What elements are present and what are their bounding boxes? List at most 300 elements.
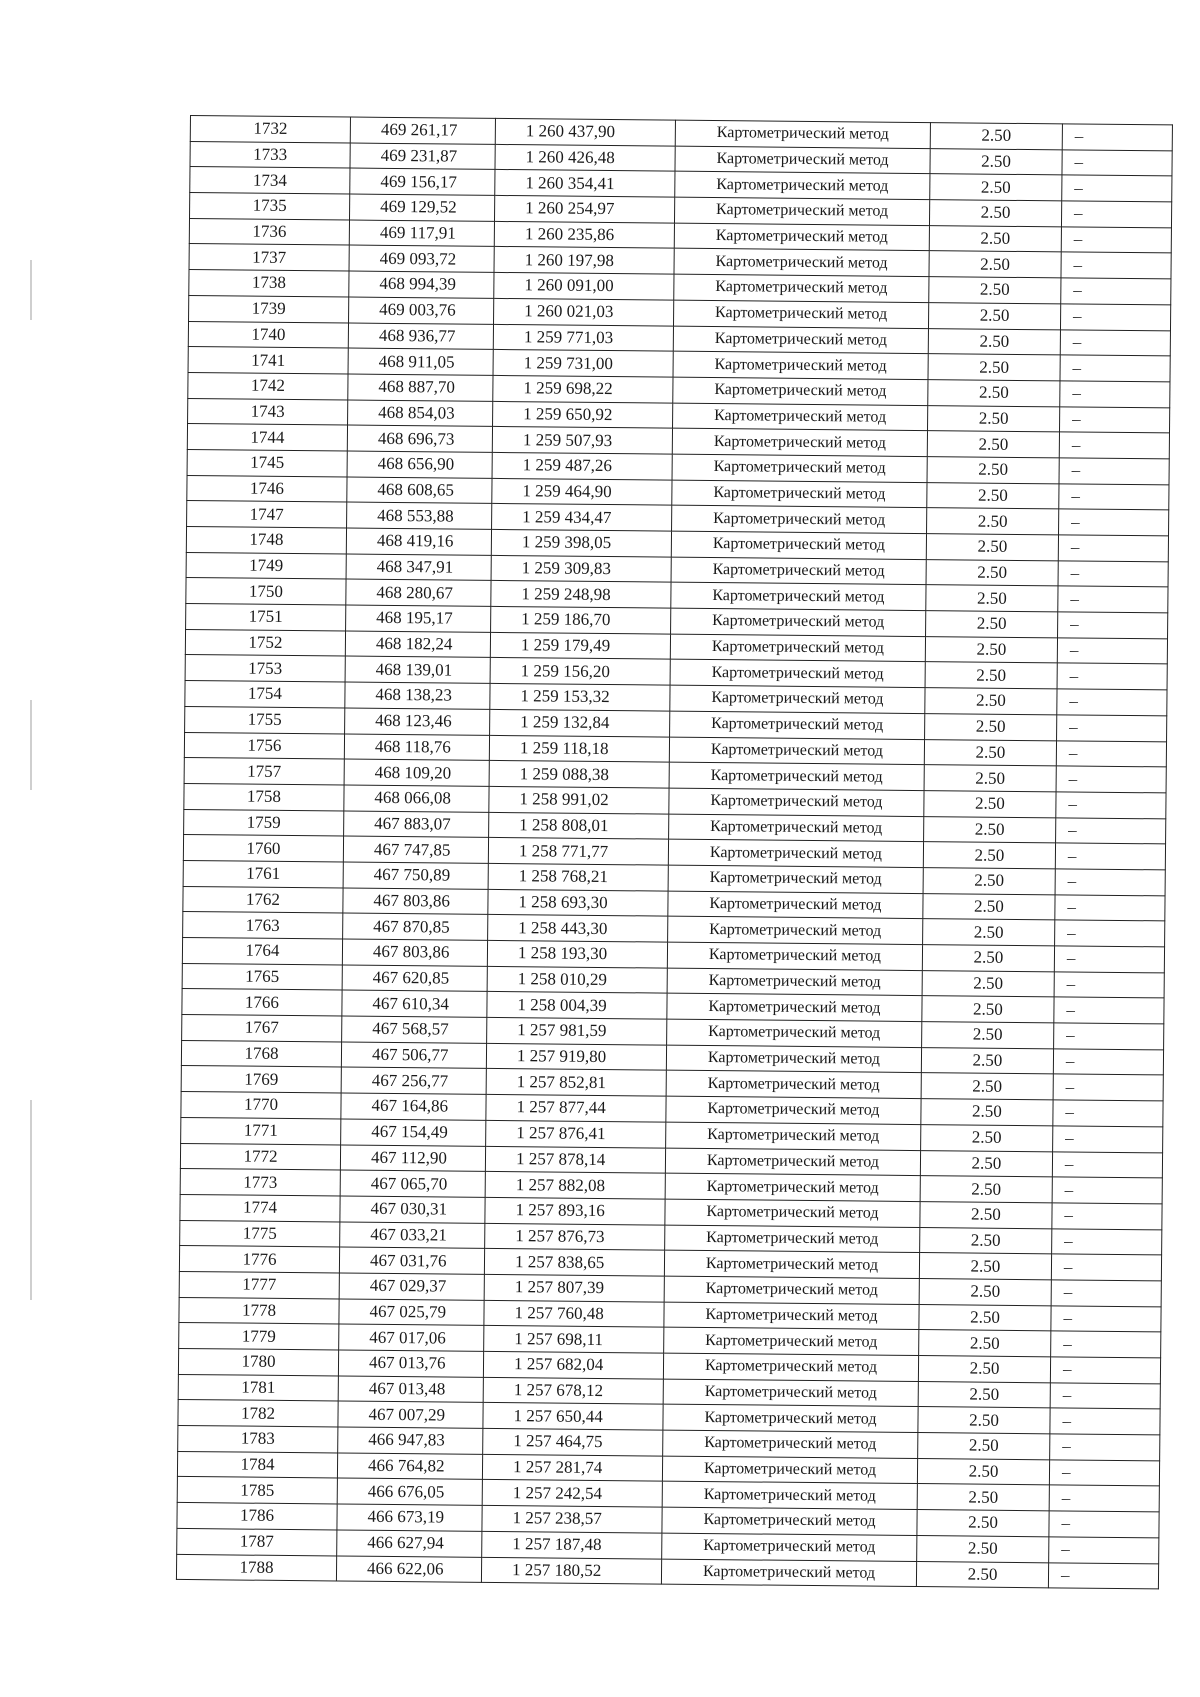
method-cell: Картометрический метод — [671, 608, 926, 636]
scan-artifact — [30, 700, 32, 790]
y-coordinate-cell: 1 258 010,29 — [487, 966, 667, 993]
description-cell: – — [1056, 817, 1166, 844]
method-cell: Картометрический метод — [665, 1225, 920, 1253]
method-cell: Картометрический метод — [669, 737, 924, 765]
point-number-cell: 1783 — [178, 1426, 338, 1453]
x-coordinate-cell: 468 696,73 — [347, 425, 492, 452]
accuracy-cell: 2.50 — [928, 328, 1060, 355]
method-cell: Картометрический метод — [663, 1430, 918, 1458]
y-coordinate-cell: 1 257 981,59 — [487, 1017, 667, 1044]
x-coordinate-cell: 467 029,37 — [339, 1273, 484, 1300]
description-cell: – — [1058, 561, 1168, 588]
description-cell: – — [1054, 972, 1164, 999]
y-coordinate-cell: 1 257 698,11 — [484, 1326, 664, 1353]
y-coordinate-cell: 1 259 434,47 — [492, 504, 672, 531]
x-coordinate-cell: 468 182,24 — [345, 631, 490, 658]
x-coordinate-cell: 468 123,46 — [345, 708, 490, 735]
description-cell: – — [1060, 381, 1170, 408]
point-number-cell: 1734 — [190, 167, 350, 194]
method-cell: Картометрический метод — [672, 505, 927, 533]
point-number-cell: 1753 — [185, 655, 345, 682]
accuracy-cell: 2.50 — [923, 919, 1055, 946]
y-coordinate-cell: 1 258 443,30 — [488, 915, 668, 942]
y-coordinate-cell: 1 257 882,08 — [485, 1172, 665, 1199]
x-coordinate-cell: 469 261,17 — [350, 117, 495, 144]
description-cell: – — [1056, 740, 1166, 767]
x-coordinate-cell: 466 947,83 — [338, 1427, 483, 1454]
y-coordinate-cell: 1 258 193,30 — [487, 940, 667, 967]
x-coordinate-cell: 468 854,03 — [348, 400, 493, 427]
point-number-cell: 1777 — [179, 1271, 339, 1298]
method-cell: Картометрический метод — [674, 300, 929, 328]
point-number-cell: 1758 — [184, 783, 344, 810]
y-coordinate-cell: 1 257 760,48 — [484, 1300, 664, 1327]
y-coordinate-cell: 1 259 248,98 — [491, 581, 671, 608]
y-coordinate-cell: 1 259 156,20 — [490, 658, 670, 685]
y-coordinate-cell: 1 260 437,90 — [495, 118, 675, 145]
method-cell: Картометрический метод — [667, 1019, 922, 1047]
point-number-cell: 1732 — [190, 116, 350, 143]
method-cell: Картометрический метод — [674, 249, 929, 277]
accuracy-cell: 2.50 — [924, 790, 1056, 817]
y-coordinate-cell: 1 259 650,92 — [493, 401, 673, 428]
description-cell: – — [1062, 175, 1172, 202]
y-coordinate-cell: 1 259 132,84 — [490, 709, 670, 736]
method-cell: Картометрический метод — [669, 814, 924, 842]
method-cell: Картометрический метод — [668, 865, 923, 893]
description-cell: – — [1052, 1203, 1162, 1230]
x-coordinate-cell: 468 419,16 — [346, 528, 491, 555]
x-coordinate-cell: 468 936,77 — [348, 323, 493, 350]
description-cell: – — [1062, 150, 1172, 177]
accuracy-cell: 2.50 — [926, 611, 1058, 638]
y-coordinate-cell: 1 260 426,48 — [495, 144, 675, 171]
x-coordinate-cell: 467 870,85 — [343, 913, 488, 940]
point-number-cell: 1780 — [178, 1348, 338, 1375]
accuracy-cell: 2.50 — [924, 739, 1056, 766]
accuracy-cell: 2.50 — [928, 405, 1060, 432]
point-number-cell: 1748 — [186, 526, 346, 553]
accuracy-cell: 2.50 — [926, 585, 1058, 612]
description-cell: – — [1053, 1126, 1163, 1153]
accuracy-cell: 2.50 — [920, 1176, 1052, 1203]
point-number-cell: 1782 — [178, 1400, 338, 1427]
y-coordinate-cell: 1 257 852,81 — [486, 1069, 666, 1096]
point-number-cell: 1771 — [181, 1117, 341, 1144]
x-coordinate-cell: 466 764,82 — [337, 1453, 482, 1480]
accuracy-cell: 2.50 — [920, 1227, 1052, 1254]
accuracy-cell: 2.50 — [917, 1458, 1049, 1485]
point-number-cell: 1769 — [181, 1066, 341, 1093]
method-cell: Картометрический метод — [661, 1559, 916, 1587]
x-coordinate-cell: 467 065,70 — [340, 1170, 485, 1197]
accuracy-cell: 2.50 — [917, 1535, 1049, 1562]
x-coordinate-cell: 469 003,76 — [349, 297, 494, 324]
x-coordinate-cell: 466 622,06 — [336, 1555, 481, 1582]
accuracy-cell: 2.50 — [921, 1124, 1053, 1151]
x-coordinate-cell: 467 610,34 — [342, 990, 487, 1017]
point-number-cell: 1784 — [177, 1451, 337, 1478]
point-number-cell: 1755 — [185, 706, 345, 733]
accuracy-cell: 2.50 — [927, 482, 1059, 509]
description-cell: – — [1061, 227, 1171, 254]
x-coordinate-cell: 467 007,29 — [338, 1401, 483, 1428]
accuracy-cell: 2.50 — [916, 1561, 1048, 1588]
x-coordinate-cell: 468 608,65 — [347, 477, 492, 504]
y-coordinate-cell: 1 258 004,39 — [487, 992, 667, 1019]
accuracy-cell: 2.50 — [928, 354, 1060, 381]
description-cell: – — [1055, 920, 1165, 947]
description-cell: – — [1053, 1049, 1163, 1076]
y-coordinate-cell: 1 257 838,65 — [484, 1249, 664, 1276]
accuracy-cell: 2.50 — [919, 1330, 1051, 1357]
y-coordinate-cell: 1 259 771,03 — [493, 324, 673, 351]
description-cell: – — [1061, 252, 1171, 279]
accuracy-cell: 2.50 — [924, 765, 1056, 792]
x-coordinate-cell: 467 025,79 — [339, 1299, 484, 1326]
point-number-cell: 1745 — [187, 449, 347, 476]
method-cell: Картометрический метод — [664, 1250, 919, 1278]
x-coordinate-cell: 468 280,67 — [346, 579, 491, 606]
method-cell: Картометрический метод — [662, 1482, 917, 1510]
x-coordinate-cell: 467 164,86 — [341, 1093, 486, 1120]
point-number-cell: 1740 — [188, 321, 348, 348]
accuracy-cell: 2.50 — [922, 945, 1054, 972]
y-coordinate-cell: 1 257 180,52 — [481, 1557, 661, 1584]
accuracy-cell: 2.50 — [918, 1407, 1050, 1434]
method-cell: Картометрический метод — [666, 1122, 921, 1150]
point-number-cell: 1787 — [177, 1528, 337, 1555]
description-cell: – — [1051, 1331, 1161, 1358]
point-number-cell: 1759 — [184, 809, 344, 836]
point-number-cell: 1760 — [183, 835, 343, 862]
x-coordinate-cell: 468 109,20 — [344, 759, 489, 786]
y-coordinate-cell: 1 259 398,05 — [491, 529, 671, 556]
description-cell: – — [1049, 1537, 1159, 1564]
method-cell: Картометрический метод — [675, 146, 930, 174]
method-cell: Картометрический метод — [673, 377, 928, 405]
x-coordinate-cell: 468 138,23 — [345, 682, 490, 709]
y-coordinate-cell: 1 259 698,22 — [493, 375, 673, 402]
accuracy-cell: 2.50 — [925, 636, 1057, 663]
point-number-cell: 1762 — [183, 886, 343, 913]
method-cell: Картометрический метод — [667, 942, 922, 970]
accuracy-cell: 2.50 — [923, 842, 1055, 869]
x-coordinate-cell: 466 673,19 — [337, 1504, 482, 1531]
point-number-cell: 1781 — [178, 1374, 338, 1401]
method-cell: Картометрический метод — [669, 788, 924, 816]
x-coordinate-cell: 468 553,88 — [347, 502, 492, 529]
x-coordinate-cell: 468 911,05 — [348, 348, 493, 375]
method-cell: Картометрический метод — [674, 197, 929, 225]
point-number-cell: 1776 — [179, 1246, 339, 1273]
description-cell: – — [1050, 1383, 1160, 1410]
description-cell: – — [1048, 1562, 1158, 1589]
y-coordinate-cell: 1 259 186,70 — [491, 606, 671, 633]
y-coordinate-cell: 1 257 238,57 — [482, 1505, 662, 1532]
point-number-cell: 1737 — [189, 244, 349, 271]
description-cell: – — [1050, 1434, 1160, 1461]
x-coordinate-cell: 469 129,52 — [350, 194, 495, 221]
description-cell: – — [1061, 278, 1171, 305]
method-cell: Картометрический метод — [665, 1173, 920, 1201]
x-coordinate-cell: 467 256,77 — [341, 1067, 486, 1094]
point-number-cell: 1775 — [180, 1220, 340, 1247]
point-number-cell: 1761 — [183, 860, 343, 887]
point-number-cell: 1764 — [182, 937, 342, 964]
accuracy-cell: 2.50 — [928, 379, 1060, 406]
method-cell: Картометрический метод — [674, 274, 929, 302]
x-coordinate-cell: 468 066,08 — [344, 785, 489, 812]
description-cell: – — [1053, 1074, 1163, 1101]
point-number-cell: 1765 — [182, 963, 342, 990]
accuracy-cell: 2.50 — [927, 431, 1059, 458]
y-coordinate-cell: 1 259 464,90 — [492, 478, 672, 505]
accuracy-cell: 2.50 — [925, 662, 1057, 689]
method-cell: Картометрический метод — [664, 1327, 919, 1355]
description-cell: – — [1052, 1228, 1162, 1255]
point-number-cell: 1772 — [180, 1143, 340, 1170]
y-coordinate-cell: 1 257 919,80 — [486, 1043, 666, 1070]
x-coordinate-cell: 467 803,86 — [342, 939, 487, 966]
description-cell: – — [1055, 843, 1165, 870]
accuracy-cell: 2.50 — [920, 1150, 1052, 1177]
y-coordinate-cell: 1 258 693,30 — [488, 889, 668, 916]
point-number-cell: 1752 — [185, 629, 345, 656]
accuracy-cell: 2.50 — [922, 996, 1054, 1023]
y-coordinate-cell: 1 257 876,73 — [485, 1223, 665, 1250]
x-coordinate-cell: 468 994,39 — [349, 271, 494, 298]
y-coordinate-cell: 1 259 507,93 — [492, 427, 672, 454]
x-coordinate-cell: 467 013,76 — [338, 1350, 483, 1377]
point-number-cell: 1779 — [179, 1323, 339, 1350]
method-cell: Картометрический метод — [667, 968, 922, 996]
x-coordinate-cell: 466 676,05 — [337, 1478, 482, 1505]
accuracy-cell: 2.50 — [929, 225, 1061, 252]
point-number-cell: 1786 — [177, 1503, 337, 1530]
point-number-cell: 1741 — [188, 347, 348, 374]
y-coordinate-cell: 1 259 487,26 — [492, 452, 672, 479]
description-cell: – — [1056, 766, 1166, 793]
y-coordinate-cell: 1 260 021,03 — [494, 298, 674, 325]
scan-artifact — [30, 1100, 32, 1300]
method-cell: Картометрический метод — [675, 120, 930, 148]
x-coordinate-cell: 468 118,76 — [344, 734, 489, 761]
x-coordinate-cell: 468 887,70 — [348, 374, 493, 401]
method-cell: Картометрический метод — [674, 223, 929, 251]
method-cell: Картометрический метод — [668, 839, 923, 867]
x-coordinate-cell: 467 620,85 — [342, 965, 487, 992]
point-number-cell: 1738 — [189, 270, 349, 297]
point-number-cell: 1735 — [190, 193, 350, 220]
accuracy-cell: 2.50 — [921, 1099, 1053, 1126]
x-coordinate-cell: 467 031,76 — [339, 1247, 484, 1274]
description-cell: – — [1060, 304, 1170, 331]
y-coordinate-cell: 1 257 650,44 — [483, 1403, 663, 1430]
accuracy-cell: 2.50 — [919, 1278, 1051, 1305]
point-number-cell: 1768 — [181, 1040, 341, 1067]
x-coordinate-cell: 468 656,90 — [347, 451, 492, 478]
method-cell: Картометрический метод — [671, 557, 926, 585]
y-coordinate-cell: 1 257 242,54 — [482, 1480, 662, 1507]
point-number-cell: 1766 — [182, 989, 342, 1016]
description-cell: – — [1055, 894, 1165, 921]
point-number-cell: 1770 — [181, 1092, 341, 1119]
accuracy-cell: 2.50 — [922, 1022, 1054, 1049]
point-number-cell: 1744 — [187, 424, 347, 451]
method-cell: Картометрический метод — [672, 480, 927, 508]
y-coordinate-cell: 1 260 354,41 — [495, 170, 675, 197]
x-coordinate-cell: 467 747,85 — [343, 836, 488, 863]
y-coordinate-cell: 1 257 877,44 — [486, 1095, 666, 1122]
description-cell: – — [1049, 1485, 1159, 1512]
point-number-cell: 1750 — [186, 578, 346, 605]
accuracy-cell: 2.50 — [927, 457, 1059, 484]
method-cell: Картометрический метод — [671, 583, 926, 611]
method-cell: Картометрический метод — [675, 172, 930, 200]
accuracy-cell: 2.50 — [926, 559, 1058, 586]
description-cell: – — [1051, 1280, 1161, 1307]
x-coordinate-cell: 469 156,17 — [350, 168, 495, 195]
method-cell: Картометрический метод — [664, 1276, 919, 1304]
description-cell: – — [1054, 1023, 1164, 1050]
x-coordinate-cell: 469 093,72 — [349, 245, 494, 272]
accuracy-cell: 2.50 — [921, 1073, 1053, 1100]
x-coordinate-cell: 467 568,57 — [342, 1016, 487, 1043]
point-number-cell: 1751 — [186, 604, 346, 631]
y-coordinate-cell: 1 257 464,75 — [483, 1428, 663, 1455]
point-number-cell: 1774 — [180, 1194, 340, 1221]
description-cell: – — [1054, 997, 1164, 1024]
x-coordinate-cell: 467 017,06 — [339, 1324, 484, 1351]
method-cell: Картометрический метод — [670, 685, 925, 713]
description-cell: – — [1051, 1254, 1161, 1281]
accuracy-cell: 2.50 — [925, 688, 1057, 715]
description-cell: – — [1058, 612, 1168, 639]
description-cell: – — [1054, 946, 1164, 973]
x-coordinate-cell: 467 033,21 — [340, 1222, 485, 1249]
accuracy-cell: 2.50 — [930, 174, 1062, 201]
scan-artifact — [30, 260, 32, 320]
accuracy-cell: 2.50 — [922, 970, 1054, 997]
accuracy-cell: 2.50 — [926, 534, 1058, 561]
method-cell: Картометрический метод — [667, 993, 922, 1021]
description-cell: – — [1059, 458, 1169, 485]
y-coordinate-cell: 1 260 197,98 — [494, 247, 674, 274]
accuracy-cell: 2.50 — [929, 277, 1061, 304]
method-cell: Картометрический метод — [663, 1379, 918, 1407]
y-coordinate-cell: 1 258 808,01 — [489, 812, 669, 839]
method-cell: Картометрический метод — [666, 1045, 921, 1073]
x-coordinate-cell: 468 195,17 — [346, 605, 491, 632]
description-cell: – — [1062, 124, 1172, 151]
accuracy-cell: 2.50 — [930, 123, 1062, 150]
description-cell: – — [1055, 869, 1165, 896]
method-cell: Картометрический метод — [664, 1302, 919, 1330]
y-coordinate-cell: 1 257 878,14 — [485, 1146, 665, 1173]
x-coordinate-cell: 469 117,91 — [349, 220, 494, 247]
y-coordinate-cell: 1 258 771,77 — [488, 838, 668, 865]
coordinates-table — [176, 115, 1173, 1590]
description-cell: – — [1057, 689, 1167, 716]
method-cell: Картометрический метод — [662, 1456, 917, 1484]
method-cell: Картометрический метод — [666, 1071, 921, 1099]
method-cell: Картометрический метод — [663, 1353, 918, 1381]
accuracy-cell: 2.50 — [919, 1304, 1051, 1331]
method-cell: Картометрический метод — [663, 1404, 918, 1432]
y-coordinate-cell: 1 260 235,86 — [494, 221, 674, 248]
description-cell: – — [1052, 1151, 1162, 1178]
x-coordinate-cell: 468 139,01 — [345, 656, 490, 683]
description-cell: – — [1057, 663, 1167, 690]
x-coordinate-cell: 467 883,07 — [344, 811, 489, 838]
y-coordinate-cell: 1 260 091,00 — [494, 273, 674, 300]
x-coordinate-cell: 468 347,91 — [346, 554, 491, 581]
method-cell: Картометрический метод — [673, 326, 928, 354]
y-coordinate-cell: 1 257 893,16 — [485, 1197, 665, 1224]
accuracy-cell: 2.50 — [921, 1047, 1053, 1074]
description-cell: – — [1059, 432, 1169, 459]
x-coordinate-cell: 467 112,90 — [340, 1144, 485, 1171]
x-coordinate-cell: 467 803,86 — [343, 888, 488, 915]
x-coordinate-cell: 467 013,48 — [338, 1376, 483, 1403]
x-coordinate-cell: 467 750,89 — [343, 862, 488, 889]
accuracy-cell: 2.50 — [917, 1510, 1049, 1537]
accuracy-cell: 2.50 — [917, 1484, 1049, 1511]
accuracy-cell: 2.50 — [925, 713, 1057, 740]
accuracy-cell: 2.50 — [924, 816, 1056, 843]
method-cell: Картометрический метод — [662, 1507, 917, 1535]
description-cell: – — [1051, 1305, 1161, 1332]
point-number-cell: 1746 — [187, 475, 347, 502]
y-coordinate-cell: 1 259 088,38 — [489, 761, 669, 788]
accuracy-cell: 2.50 — [918, 1433, 1050, 1460]
point-number-cell: 1763 — [183, 912, 343, 939]
method-cell: Картометрический метод — [673, 403, 928, 431]
y-coordinate-cell: 1 257 187,48 — [482, 1531, 662, 1558]
description-cell: – — [1060, 355, 1170, 382]
y-coordinate-cell: 1 259 153,32 — [490, 684, 670, 711]
point-number-cell: 1742 — [188, 372, 348, 399]
point-number-cell: 1785 — [177, 1477, 337, 1504]
description-cell: – — [1056, 792, 1166, 819]
point-number-cell: 1743 — [188, 398, 348, 425]
method-cell: Картометрический метод — [670, 634, 925, 662]
accuracy-cell: 2.50 — [920, 1201, 1052, 1228]
method-cell: Картометрический метод — [665, 1148, 920, 1176]
y-coordinate-cell: 1 257 678,12 — [483, 1377, 663, 1404]
accuracy-cell: 2.50 — [928, 302, 1060, 329]
accuracy-cell: 2.50 — [918, 1356, 1050, 1383]
y-coordinate-cell: 1 257 876,41 — [486, 1120, 666, 1147]
description-cell: – — [1059, 509, 1169, 536]
description-cell: – — [1052, 1177, 1162, 1204]
description-cell: – — [1058, 535, 1168, 562]
method-cell: Картометрический метод — [670, 660, 925, 688]
y-coordinate-cell: 1 259 179,49 — [490, 632, 670, 659]
x-coordinate-cell: 466 627,94 — [337, 1530, 482, 1557]
point-number-cell: 1767 — [182, 1015, 342, 1042]
point-number-cell: 1733 — [190, 141, 350, 168]
y-coordinate-cell: 1 259 118,18 — [489, 735, 669, 762]
method-cell: Картометрический метод — [670, 711, 925, 739]
accuracy-cell: 2.50 — [929, 251, 1061, 278]
x-coordinate-cell: 467 030,31 — [340, 1196, 485, 1223]
y-coordinate-cell: 1 257 807,39 — [484, 1274, 664, 1301]
method-cell: Картометрический метод — [672, 454, 927, 482]
point-number-cell: 1747 — [187, 501, 347, 528]
y-coordinate-cell: 1 259 309,83 — [491, 555, 671, 582]
